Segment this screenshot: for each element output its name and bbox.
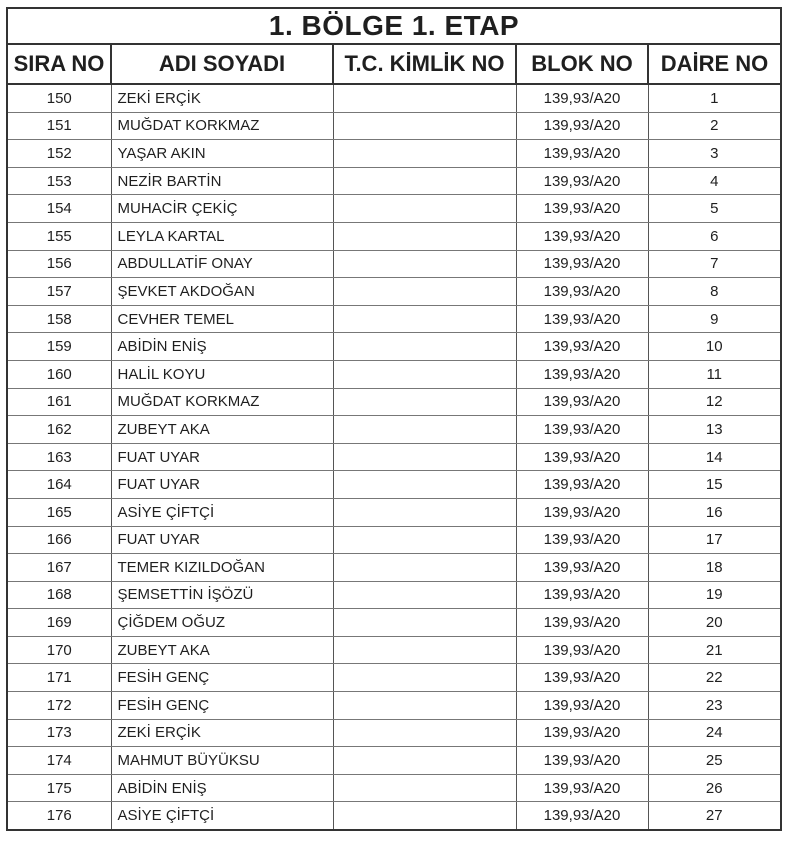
daire-no-cell: 27 [705,807,723,825]
tc-kimlik-cell [333,664,516,692]
tc-kimlik-cell [333,581,516,609]
name-cell: TEMER KIZILDOĞAN [111,554,333,582]
sira-no-cell: 155 [8,222,111,250]
name-cell: ASİYE ÇİFTÇİ [111,498,333,526]
table-row [8,636,780,664]
sira-no-cell: 175 [8,774,111,802]
daire-no-cell: 15 [648,471,780,499]
daire-no-cell: 2 [648,112,780,140]
daire-no-cell: 4 [648,167,780,195]
table-row [8,471,780,499]
tc-kimlik-cell [333,747,516,775]
tc-kimlik-cell [333,140,516,168]
table-row [8,388,780,416]
daire-no-cell: 5 [648,195,780,223]
daire-no-cell: 19 [648,581,780,609]
name-cell: MUĞDAT KORKMAZ [111,388,333,416]
sira-no-cell: 164 [8,471,111,499]
table-row [8,195,780,223]
blok-no-cell: 139,93/A20 [516,305,648,333]
name-cell: FUAT UYAR [111,526,333,554]
name-cell: NEZİR BARTİN [111,167,333,195]
name-cell: ZUBEYT AKA [111,416,333,444]
sira-no-cell: 170 [8,636,111,664]
tc-kimlik-cell [333,167,516,195]
blok-no-cell: 139,93/A20 [516,167,648,195]
name-cell: MAHMUT BÜYÜKSU [111,747,333,775]
daire-no-cell: 1 [648,84,780,112]
sira-no-cell: 165 [8,498,111,526]
tc-kimlik-cell [333,636,516,664]
tc-kimlik-cell [333,609,516,637]
table-row [8,222,780,250]
tc-kimlik-cell [333,802,516,829]
name-cell: FUAT UYAR [111,443,333,471]
daire-no-cell: 25 [648,747,780,775]
sira-no-cell: 161 [8,388,111,416]
tc-kimlik-cell [333,388,516,416]
daire-no-cell: 16 [648,498,780,526]
sira-no-cell: 154 [8,195,111,223]
table-row [8,747,780,775]
name-cell: ŞEVKET AKDOĞAN [111,278,333,306]
tc-kimlik-cell [333,526,516,554]
sira-no-cell: 156 [8,250,111,278]
tc-kimlik-cell [333,333,516,361]
blok-no-cell: 139,93/A20 [516,278,648,306]
sira-no-cell: 159 [8,333,111,361]
daire-no-cell: 18 [648,554,780,582]
name-cell: CEVHER TEMEL [111,305,333,333]
table-row [8,526,780,554]
blok-no-cell: 139,93/A20 [516,636,648,664]
name-cell: FESİH GENÇ [111,664,333,692]
residents-table [8,45,780,829]
table-body [8,84,780,829]
daire-no-cell: 14 [648,443,780,471]
blok-no-cell: 139,93/A20 [516,195,648,223]
sira-no-cell: 150 [8,84,111,112]
blok-no-cell: 139,93/A20 [516,112,648,140]
tc-kimlik-cell [333,84,516,112]
sira-no-cell: 151 [8,112,111,140]
sira-no-cell: 160 [8,360,111,388]
blok-no-cell: 139,93/A20 [516,84,648,112]
blok-no-cell: 139,93/A20 [516,443,648,471]
blok-no-cell: 139,93/A20 [516,360,648,388]
daire-no-cell: 3 [648,140,780,168]
tc-kimlik-cell [333,305,516,333]
table-row [8,305,780,333]
name-cell: MUHACİR ÇEKİÇ [111,195,333,223]
tc-kimlik-cell [333,195,516,223]
blok-no-cell: 139,93/A20 [516,719,648,747]
tc-kimlik-cell [333,554,516,582]
header-adi-soyadi: ADI SOYADI [111,45,333,84]
daire-no-cell: 13 [648,416,780,444]
table-row [8,802,780,829]
sira-no-cell: 169 [8,609,111,637]
header-sira-no: SIRA NO [8,45,111,84]
table-row [8,554,780,582]
tc-kimlik-cell [333,692,516,720]
daire-no-cell: 6 [648,222,780,250]
name-cell: ABİDİN ENİŞ [111,333,333,361]
tc-kimlik-cell [333,471,516,499]
sira-no-cell: 166 [8,526,111,554]
name-cell: ZEKİ ERÇİK [111,84,333,112]
blok-no-cell: 139,93/A20 [516,222,648,250]
name-cell: ZEKİ ERÇİK [111,719,333,747]
daire-no-cell: 9 [648,305,780,333]
sira-no-cell: 168 [8,581,111,609]
blok-no-cell: 139,93/A20 [516,609,648,637]
table-row [8,84,780,112]
tc-kimlik-cell [333,278,516,306]
name-cell: ASİYE ÇİFTÇİ [111,802,333,829]
sira-no-cell: 162 [8,416,111,444]
table-row [8,498,780,526]
header-blok-no: BLOK NO [516,45,648,84]
name-cell: YAŞAR AKIN [111,140,333,168]
table-row [8,581,780,609]
tc-kimlik-cell [333,222,516,250]
sira-no-cell: 174 [8,747,111,775]
table-row [8,278,780,306]
daire-no-cell: 7 [648,250,780,278]
sira-no-cell: 157 [8,278,111,306]
table-row [8,664,780,692]
table-row [8,416,780,444]
blok-no-cell: 139,93/A20 [516,664,648,692]
tc-kimlik-cell [333,719,516,747]
tc-kimlik-cell [333,112,516,140]
header-daire-no: DAİRE NO [648,45,780,84]
blok-no-cell: 139,93/A20 [516,692,648,720]
table-row [8,167,780,195]
sira-no-cell: 167 [8,554,111,582]
name-cell: ABİDİN ENİŞ [111,774,333,802]
sira-no-cell: 176 [8,802,111,829]
name-cell: ZUBEYT AKA [111,636,333,664]
daire-no-cell: 8 [648,278,780,306]
blok-no-cell: 139,93/A20 [516,250,648,278]
daire-no-cell: 22 [648,664,780,692]
table-header-row [8,45,780,84]
name-cell: LEYLA KARTAL [111,222,333,250]
name-cell: MUĞDAT KORKMAZ [111,112,333,140]
table-row [8,719,780,747]
page-title: 1. BÖLGE 1. ETAP [8,9,780,45]
name-cell: FESİH GENÇ [111,692,333,720]
sira-no-cell: 158 [8,305,111,333]
daire-no-cell: 21 [648,636,780,664]
daire-no-cell: 10 [648,333,780,361]
tc-kimlik-cell [333,250,516,278]
blok-no-cell: 139,93/A20 [516,747,648,775]
blok-no-cell: 139,93/A20 [516,498,648,526]
name-cell: ÇİĞDEM OĞUZ [111,609,333,637]
sira-no-cell: 152 [8,140,111,168]
table-row [8,692,780,720]
daire-no-cell: 17 [648,526,780,554]
blok-no-cell: 139,93/A20 [516,802,648,829]
table-row [8,774,780,802]
table-row [8,333,780,361]
name-cell: ŞEMSETTİN İŞÖZÜ [111,581,333,609]
sira-no-cell: 172 [8,692,111,720]
table-row [8,360,780,388]
sira-no-cell: 171 [8,664,111,692]
tc-kimlik-cell [333,774,516,802]
sira-no-cell: 153 [8,167,111,195]
name-cell: HALİL KOYU [111,360,333,388]
table-row [8,609,780,637]
blok-no-cell: 139,93/A20 [516,581,648,609]
blok-no-cell: 139,93/A20 [516,774,648,802]
table-row [8,250,780,278]
blok-no-cell: 139,93/A20 [516,416,648,444]
daire-no-cell: 12 [648,388,780,416]
daire-no-cell: 26 [648,774,780,802]
daire-no-cell: 20 [648,609,780,637]
blok-no-cell: 139,93/A20 [516,388,648,416]
header-tc-kimlik-no: T.C. KİMLİK NO [333,45,516,84]
name-cell: FUAT UYAR [111,471,333,499]
sira-no-cell: 173 [8,719,111,747]
name-cell: ABDULLATİF ONAY [111,250,333,278]
daire-no-cell: 24 [648,719,780,747]
blok-no-cell: 139,93/A20 [516,526,648,554]
daire-no-cell: 11 [648,360,780,388]
daire-no-cell: 23 [648,692,780,720]
blok-no-cell: 139,93/A20 [516,140,648,168]
tc-kimlik-cell [333,416,516,444]
sira-no-cell: 163 [8,443,111,471]
document-sheet [6,7,782,831]
table-row [8,443,780,471]
blok-no-cell: 139,93/A20 [516,554,648,582]
tc-kimlik-cell [333,498,516,526]
tc-kimlik-cell [333,360,516,388]
blok-no-cell: 139,93/A20 [516,333,648,361]
table-row [8,112,780,140]
tc-kimlik-cell [333,443,516,471]
blok-no-cell: 139,93/A20 [516,471,648,499]
table-row [8,140,780,168]
